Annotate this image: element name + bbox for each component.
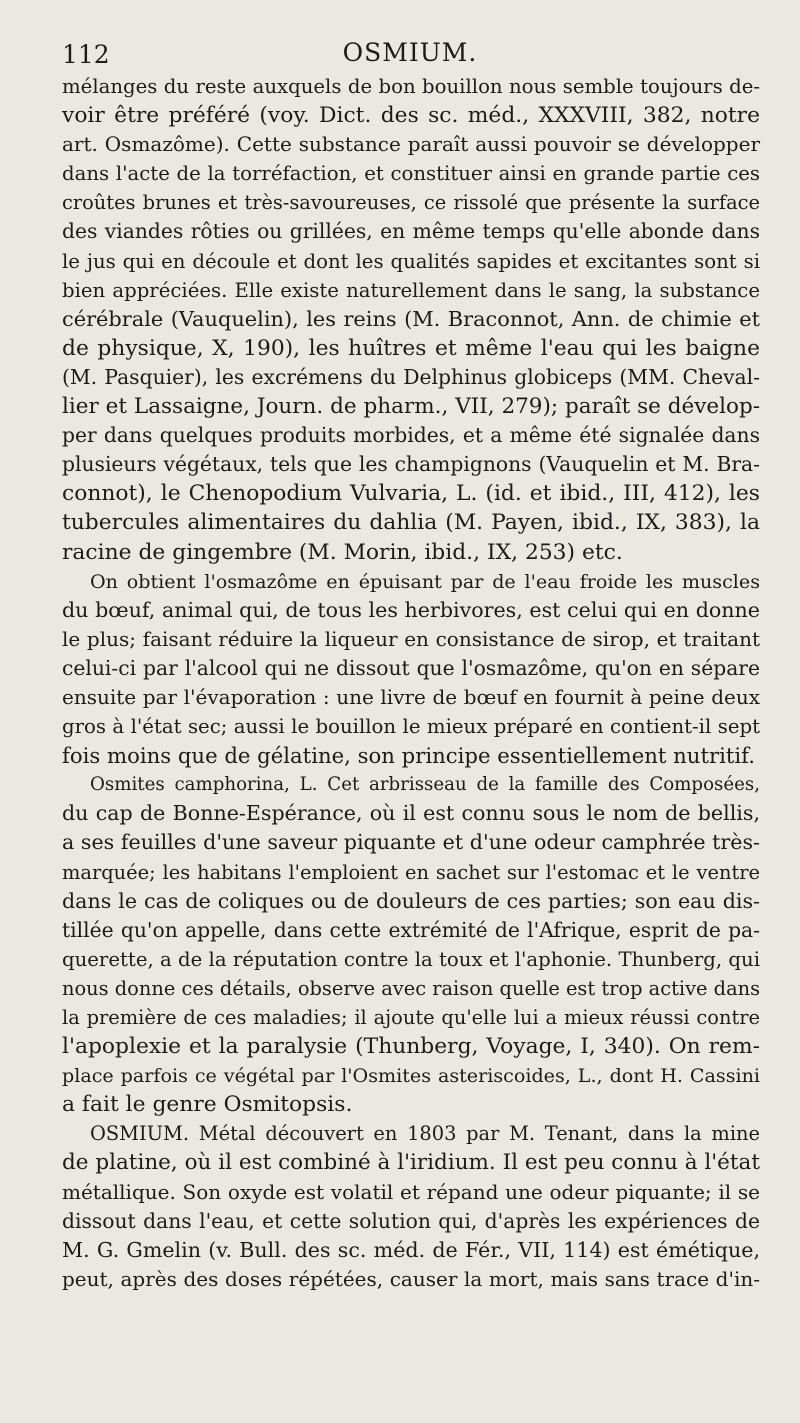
paragraph-osmium (62, 1119, 760, 1294)
text-line: per dans quelques produits morbides, et a même été signalée dans (62, 423, 760, 448)
text-line: ensuite par l'évaporation : une livre de bœuf en fournit à peine deux (62, 684, 760, 709)
text-line: l'apoplexie et la paralysie (Thunberg, Voyage, I, 340). On rem- (62, 1034, 760, 1060)
paragraph-osmazome-preparation (62, 567, 760, 771)
text-line: dissout dans l'eau, et cette solution qui, d'après les expériences de (62, 1208, 760, 1233)
text-line: tubercules alimentaires du dahlia (M. Payen, ibid., IX, 383), la (62, 510, 760, 536)
paragraph-osmites-camphorina (62, 770, 760, 1119)
text-line: Osmites camphorina, L. Cet arbrisseau de la famille des Composées, (90, 774, 760, 796)
text-line: voir être préféré (voy. Dict. des sc. méd., XXXVIII, 382, notre (62, 103, 760, 129)
page-number: 112 (62, 40, 110, 69)
text-line: celui-ci par l'alcool qui ne dissout que l'osmazôme, qu'on en sépare (62, 655, 760, 680)
text-line: M. G. Gmelin (v. Bull. des sc. méd. de Fér., VII, 114) est émétique, (62, 1237, 760, 1262)
body-text (62, 72, 760, 1294)
text-line: connot), le Chenopodium Vulvaria, L. (id. et ibid., III, 412), les (62, 481, 760, 507)
text-line: (M. Pasquier), les excrémens du Delphinus globiceps (MM. Cheval- (62, 364, 760, 389)
text-line: le plus; faisant réduire la liqueur en consistance de sirop, et traitant (62, 626, 760, 651)
text-line: de platine, où il est combiné à l'iridium. Il est peu connu à l'état (62, 1150, 760, 1176)
text-line: de physique, X, 190), les huîtres et même l'eau qui les baigne (62, 335, 760, 361)
text-line: marquée; les habitans l'emploient en sachet sur l'estomac et le ventre (62, 860, 760, 884)
text-line: plusieurs végétaux, tels que les champignons (Vauquelin et M. Bra- (62, 452, 760, 477)
text-line: On obtient l'osmazôme en épuisant par de l'eau froide les muscles (90, 569, 760, 593)
text-line: place parfois ce végétal par l'Osmites asteriscoides, L., dont H. Cassini (62, 1064, 760, 1088)
text-line: fois moins que de gélatine, son principe essentiellement nutritif. (62, 743, 755, 769)
text-line: la première de ces maladies; il ajoute qu'elle lui a mieux réussi contre (62, 1006, 760, 1029)
page-header (62, 38, 758, 72)
text-line: dans l'acte de la torréfaction, et constituer ainsi en grande partie ces (62, 162, 760, 186)
text-line: lier et Lassaigne, Journ. de pharm., VII, 279); paraît se dévelop- (62, 394, 760, 420)
text-line: nous donne ces détails, observe avec raison quelle est trop active dans (62, 976, 761, 1000)
text-line: racine de gingembre (M. Morin, ibid., IX, 253) etc. (62, 539, 623, 565)
text-line: a ses feuilles d'une saveur piquante et d'une odeur camphrée très- (62, 830, 760, 855)
text-line: le jus qui en découle et dont les qualités sapides et excitantes sont si (62, 249, 760, 273)
text-line: dans le cas de coliques ou de douleurs de ces parties; son eau dis- (62, 888, 760, 913)
text-line: croûtes brunes et très-savoureuses, ce rissolé que présente la surface (62, 191, 760, 215)
text-line: du bœuf, animal qui, de tous les herbivores, est celui qui en donne (62, 597, 760, 622)
text-line: mélanges du reste auxquels de bon bouillon nous semble toujours de- (62, 75, 760, 98)
text-line: cérébrale (Vauquelin), les reins (M. Braconnot, Ann. de chimie et (62, 306, 760, 331)
text-line: bien appréciées. Elle existe naturellement dans le sang, la substance (62, 278, 760, 302)
text-line: peut, après des doses répétées, causer la mort, mais sans trace d'in- (62, 1266, 760, 1291)
text-line: gros à l'état sec; aussi le bouillon le mieux préparé en contient-il sept (62, 715, 760, 739)
text-line: des viandes rôties ou grillées, en même temps qu'elle abonde dans (62, 219, 760, 244)
text-line: métallique. Son oxyde est volatil et répand une odeur piquante; il se (62, 1179, 760, 1204)
paragraph-osmazome-continued (62, 72, 760, 567)
text-line: querette, a de la réputation contre la toux et l'aphonie. Thunberg, qui (62, 947, 760, 971)
text-line: art. Osmazôme). Cette substance paraît aussi pouvoir se développer (62, 132, 760, 157)
text-line: a fait le genre Osmitopsis. (62, 1092, 353, 1118)
running-head: OSMIUM. (342, 38, 478, 67)
text-line: tillée qu'on appelle, dans cette extrémité de l'Afrique, esprit de pa- (62, 917, 760, 942)
text-line: du cap de Bonne-Espérance, où il est connu sous le nom de bellis, (62, 801, 760, 826)
text-line: OSMIUM. Métal découvert en 1803 par M. Tenant, dans la mine (90, 1122, 760, 1146)
